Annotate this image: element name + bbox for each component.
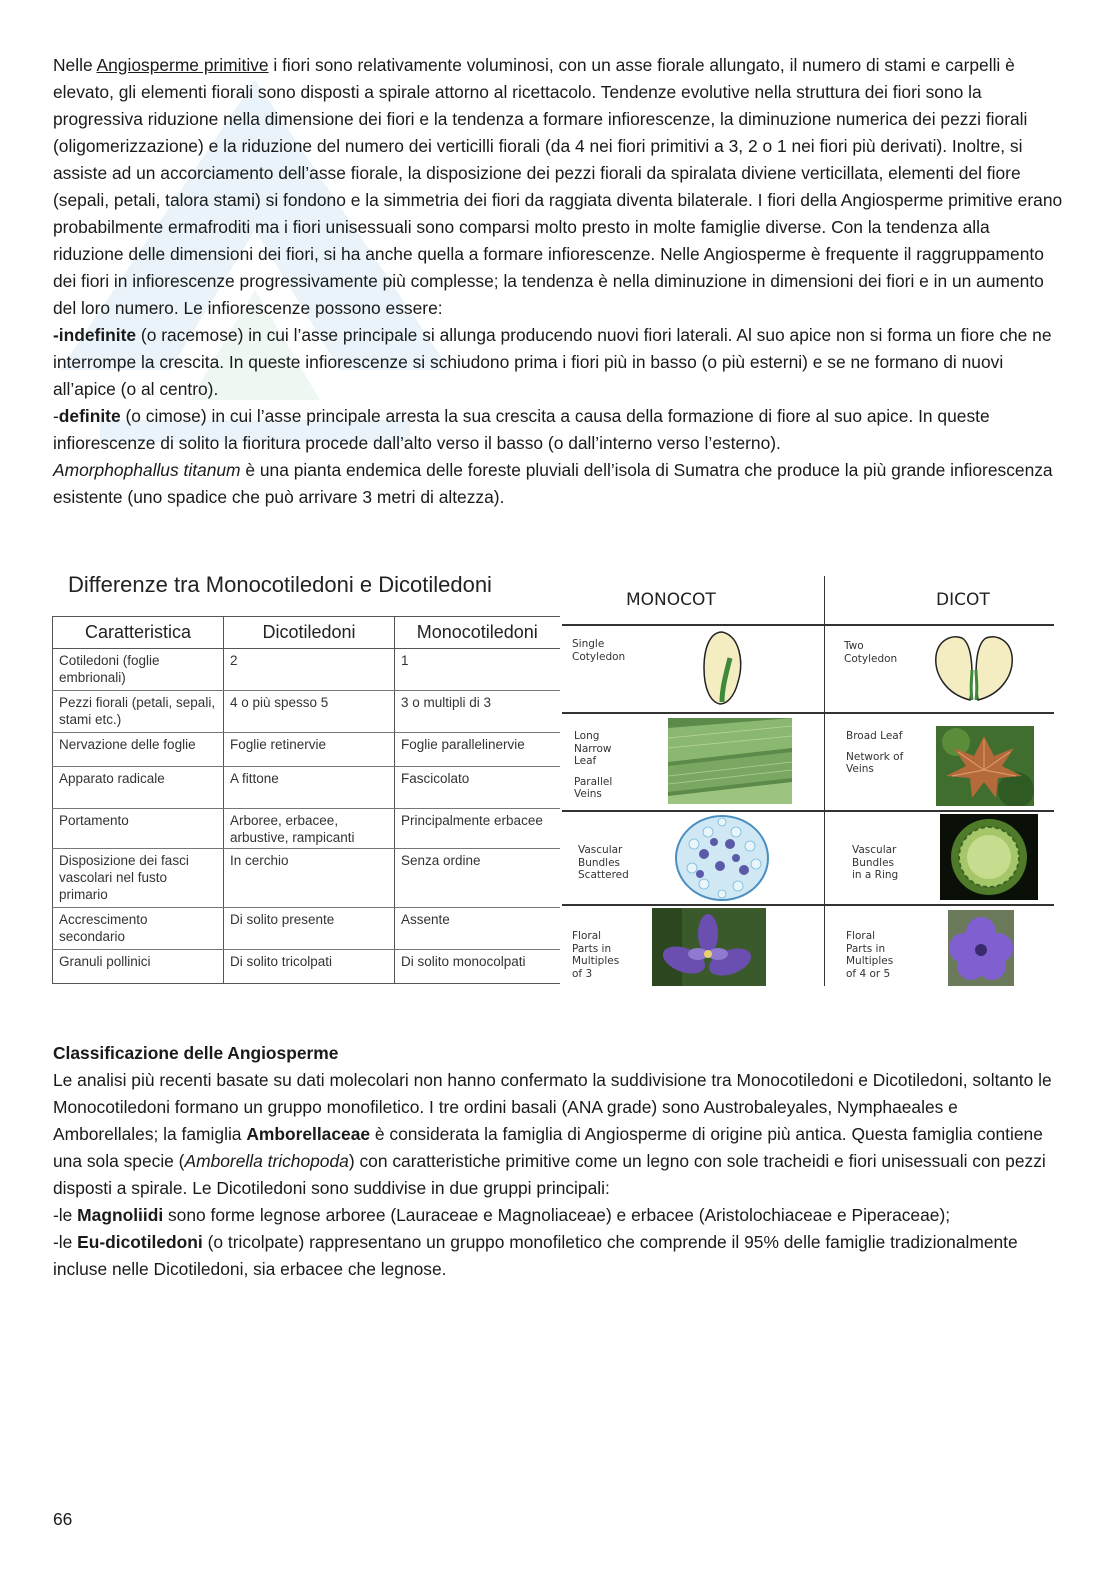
table-row: Granuli pollinici Di solito tricolpati Di solito monocolpati [53,950,560,984]
net-veined-leaf-photo [936,726,1034,806]
row-divider [562,810,1054,812]
table-row: Accrescimento secondario Di solito presente Assente [53,908,560,950]
table-row: Pezzi fiorali (petali, sepali, stami etc.) 4 o più spesso 5 3 o multipli di 3 [53,691,560,733]
violet-flower-photo [948,910,1014,986]
dicot-stem-caption: Vascular Bundles in a Ring [852,844,899,881]
table-row: Disposizione dei fasci vascolari nel fusto primario In cerchio Senza ordine [53,849,560,908]
magnoliidi-item: -le Magnoliidi sono forme legnose arboree (Lauraceae e Magnoliaceae) e erbacee (Aristolochiaceae e Piperaceae); [53,1205,951,1225]
table-row: Apparato radicale A fittone Fascicolato [53,767,560,809]
row-divider [562,712,1054,714]
monocot-dicot-figure [562,576,1058,988]
classification-paragraph: Le analisi più recenti basate su dati molecolari non hanno confermato la suddivisione tra Monocotiledoni e Dicotiledoni, soltanto le Monocotiledoni formano un gruppo monofiletico. I tre ordini basali (ANA grade) sono Austrobaleyales, Nymphaeales e Amborellales; la famiglia Amborellaceae è considerata la famiglia di Angiosperme di origine più antica. Questa famiglia contiene una sola specie (Amborella trichopoda) con caratteristiche primitive come un legno con sole tracheidi e fiori unisessuali con pezzi disposti a spirale. Le Dicotiledoni sono suddivise in due gruppi principali: [53,1070,1052,1198]
mono-seed-caption: Single Cotyledon [572,638,626,663]
dicot-leaf-caption: Broad Leaf Network of Veins [846,730,904,775]
two-cotyledon-seed-illustration [932,630,1016,704]
classification-heading: Classificazione delle Angiosperme [53,1043,339,1063]
amorphophallus-paragraph: Amorphophallus titanum è una pianta endemica delle foreste pluviali dell’isola di Sumatra che produce la più grande infiorescenza esistente (uno spadice che può arrivare 3 metri di altezza). [53,460,1053,507]
dicot-header: DICOT [936,590,990,610]
single-cotyledon-seed-illustration [700,628,746,708]
ring-bundles-stem-section [940,814,1038,900]
monocot-header: MONOCOT [626,590,716,610]
comparison-table [52,616,560,984]
row-divider [562,624,1054,626]
mono-leaf-caption: Long Narrow Leaf Parallel Veins [574,730,613,800]
header-caratteristica: Caratteristica [53,617,224,649]
classification-section [53,1040,1063,1283]
column-divider [824,576,825,986]
eudicotiledoni-item: -le Eu-dicotiledoni (o tricolpate) rappresentano un gruppo monofiletico che comprende il 95% delle famiglie tradizionalmente incluse nelle Dicotiledoni, sia erbacee che legnose. [53,1232,1018,1279]
table-row: Nervazione delle foglie Foglie retinervie Foglie parallelinervie [53,733,560,767]
angiosperme-primitive-term: Angiosperme primitive [96,55,269,75]
header-dicotiledoni: Dicotiledoni [224,617,395,649]
indefinite-item: -indefinite (o racemose) in cui l’asse principale si allunga producendo nuovi fiori laterali. Al suo apice non si forma un fiore che ne interrompe la crescita. In queste infiorescenze si schiudono prima i fiori più in basso (o più esterni) e se ne formano di nuovi all’apice (o al centro). [53,325,1052,399]
dicot-flower-caption: Floral Parts in Multiples of 4 or 5 [846,930,894,980]
mono-stem-caption: Vascular Bundles Scattered [578,844,629,881]
comparison-table-title: Differenze tra Monocotiledoni e Dicotiledoni [68,572,492,597]
table-row: Portamento Arboree, erbacee, arbustive, rampicanti Principalmente erbacee [53,809,560,849]
parallel-veined-leaf-photo [668,718,792,804]
intro-paragraph: Nelle Angiosperme primitive i fiori sono relativamente voluminosi, con un asse fiorale allungato, il numero di stami e carpelli è elevato, gli elementi fiorali sono disposti a spirale attorno al ricettacolo. Tendenze evolutive nella struttura dei fiori sono la progressiva riduzione nella dimensione dei fiori e la tendenza a formare infiorescenze, la diminuzione numerica dei pezzi fiorali (oligomerizzazione) e la riduzione del numero dei verticilli fiorali (da 4 nei fiori primitivi a 3, 2 o 1 nei fiori più derivati). Inoltre, si assiste ad un accorciamento dell’asse fiorale, la disposizione dei pezzi fiorali da spiralata diviene verticillata, elementi del fiore (sepali, petali, talora stami) si fondono e la simmetria dei fiori da raggiata diventa bilaterale. I fiori della Angiosperme primitive erano probabilmente ermafroditi ma i fiori unisessuali sono comparsi molto presto in molte famiglie diverse. Con la tendenza alla riduzione delle dimensioni dei fiori, si ha anche quella a formare infiorescenze. Nelle Angiosperme è frequente il raggruppamento dei fiori in infiorescenze progressivamente più complesse; la tendenza è nella diminuzione in dimensioni dei fiori e in un aumento del loro numero. Le infiorescenze possono essere: [53,55,1063,318]
iris-flower-photo [652,908,766,986]
definite-item: -definite (o cimose) in cui l’asse principale arresta la sua crescita a causa della formazione di fiore al suo apice. In queste infiorescenze di solito la fioritura procede dall’alto verso il basso (o dall’interno verso l’esterno). [53,406,990,453]
mono-flower-caption: Floral Parts in Multiples of 3 [572,930,620,980]
scattered-bundles-stem-section [674,814,770,902]
table-row: Cotiledoni (foglie embrionali) 2 1 [53,649,560,691]
intro-text [53,52,1063,511]
header-monocotiledoni: Monocotiledoni [395,617,560,649]
row-divider [562,904,1054,906]
dicot-seed-caption: Two Cotyledon [844,640,898,665]
page-number: 66 [53,1509,73,1529]
table-header-row [53,617,560,649]
